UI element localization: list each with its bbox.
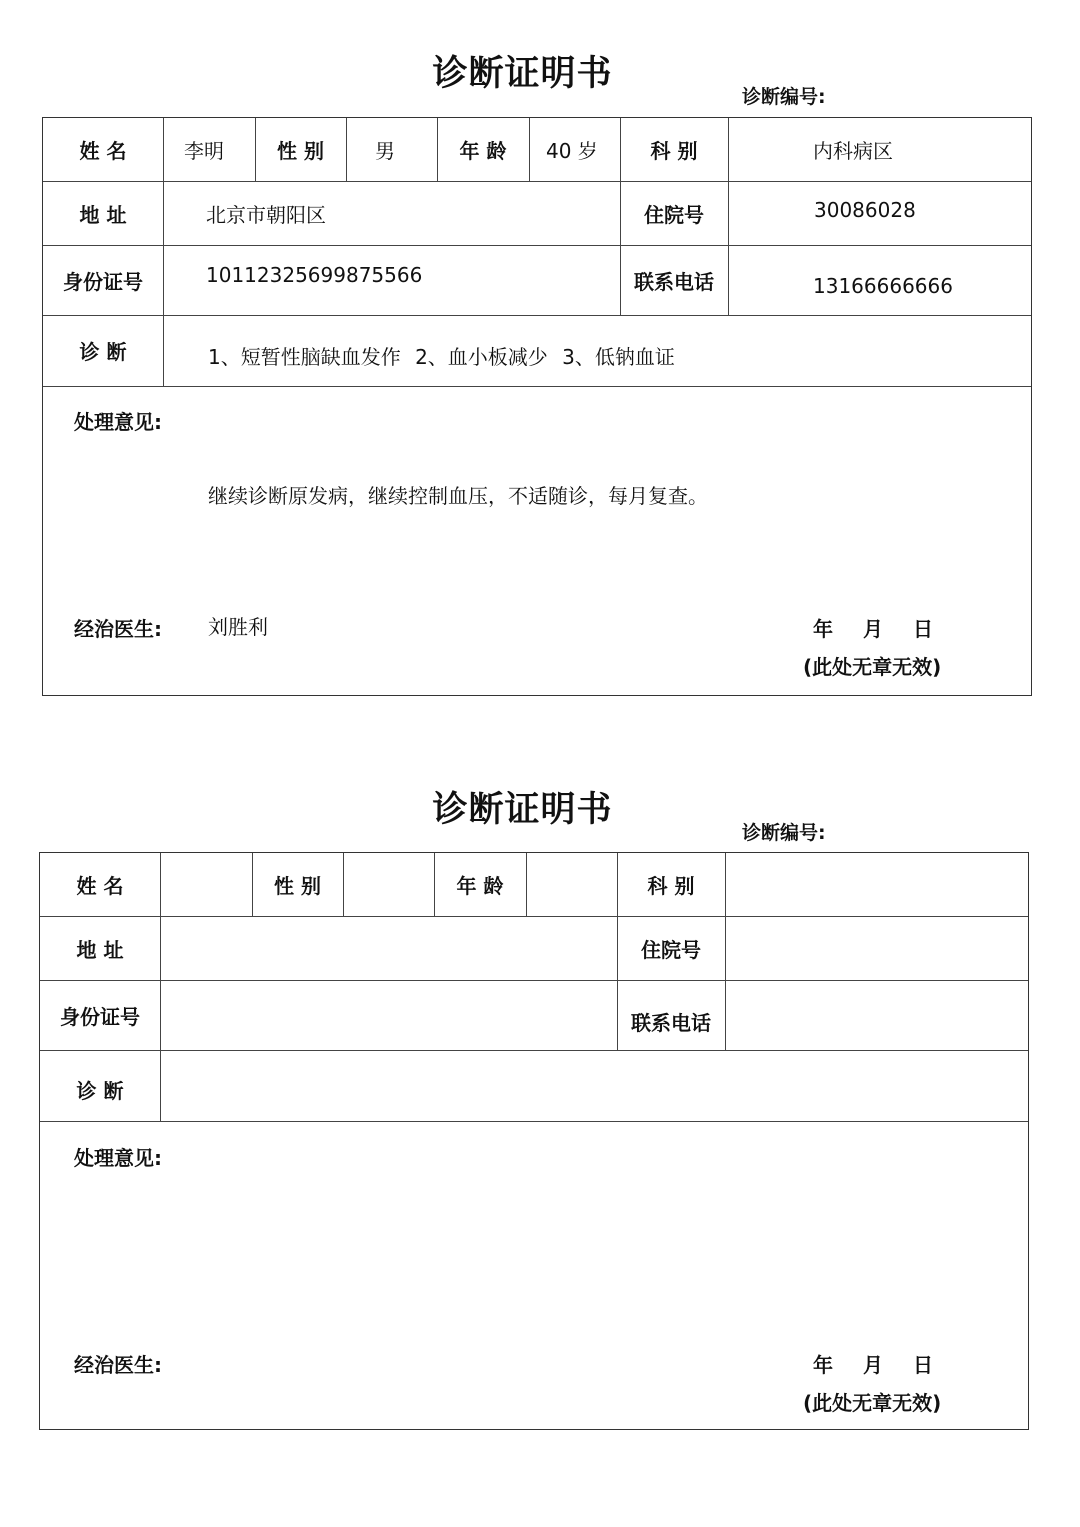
- address-value[interactable]: [161, 917, 617, 980]
- date-day-label: 日: [913, 617, 933, 641]
- name-label: 姓 名: [76, 874, 124, 898]
- stamp-note: (此处无章无效): [803, 1391, 942, 1415]
- date-month-label: 月: [863, 617, 883, 641]
- id-number-label: 身份证号: [60, 1004, 140, 1029]
- certificate-title: 诊断证明书: [432, 54, 613, 94]
- gender-label: 性 别: [277, 139, 324, 163]
- inpatient-number-value: 30086028: [814, 198, 916, 222]
- age-label: 年 龄: [459, 139, 507, 163]
- age-value: 40 岁: [546, 139, 598, 163]
- age-value[interactable]: [527, 853, 617, 916]
- diagnosis-label: 诊 断: [79, 340, 127, 364]
- name-label: 姓 名: [79, 139, 127, 163]
- name-value[interactable]: [161, 853, 252, 916]
- department-label: 科 别: [650, 139, 698, 163]
- id-number-label: 身份证号: [63, 269, 143, 294]
- department-value[interactable]: [726, 853, 1026, 916]
- id-number-value: 10112325699875566: [206, 263, 423, 287]
- certificate-form: [39, 852, 1029, 1430]
- department-label: 科 别: [647, 874, 695, 898]
- phone-label: 联系电话: [631, 1010, 711, 1035]
- department-value: 内科病区: [813, 139, 893, 163]
- id-number-value[interactable]: [161, 981, 617, 1050]
- address-label: 地 址: [76, 937, 124, 962]
- date-month-label: 月: [863, 1353, 883, 1377]
- inpatient-number-value[interactable]: [726, 917, 1026, 980]
- phone-label: 联系电话: [634, 269, 714, 294]
- age-label: 年 龄: [456, 874, 504, 898]
- opinion-text: 继续诊断原发病，继续控制血压，不适随诊，每月复查。: [208, 484, 708, 508]
- inpatient-number-label: 住院号: [641, 937, 701, 962]
- address-value: 北京市朝阳区: [206, 202, 326, 227]
- phone-value[interactable]: [726, 981, 1026, 1050]
- gender-value[interactable]: [344, 853, 434, 916]
- opinion-label: 处理意见:: [74, 410, 162, 434]
- opinion-text[interactable]: [208, 1193, 988, 1313]
- doctor-label: 经治医生:: [74, 617, 162, 641]
- certificate-title: 诊断证明书: [432, 790, 613, 830]
- serial-number-label: 诊断编号:: [742, 86, 826, 108]
- name-value: 李明: [184, 139, 224, 163]
- doctor-value: 刘胜利: [208, 615, 268, 639]
- date-year-label: 年: [813, 617, 833, 641]
- stamp-note: (此处无章无效): [803, 655, 942, 679]
- inpatient-number-label: 住院号: [644, 202, 704, 227]
- date-day-label: 日: [913, 1353, 933, 1377]
- diagnosis-label: 诊 断: [76, 1078, 124, 1103]
- phone-value: 13166666666: [813, 274, 953, 298]
- date-year-label: 年: [813, 1353, 833, 1377]
- diagnosis-value: 1、短暂性脑缺血发作 2、血小板减少 3、低钠血证: [208, 344, 675, 369]
- diagnosis-value[interactable]: [161, 1051, 1026, 1121]
- gender-label: 性 别: [274, 874, 321, 898]
- gender-value: 男: [375, 139, 395, 163]
- address-label: 地 址: [79, 202, 127, 227]
- doctor-value[interactable]: [208, 1347, 408, 1377]
- opinion-label: 处理意见:: [74, 1146, 162, 1170]
- doctor-label: 经治医生:: [74, 1353, 162, 1377]
- serial-number-label: 诊断编号:: [742, 822, 826, 844]
